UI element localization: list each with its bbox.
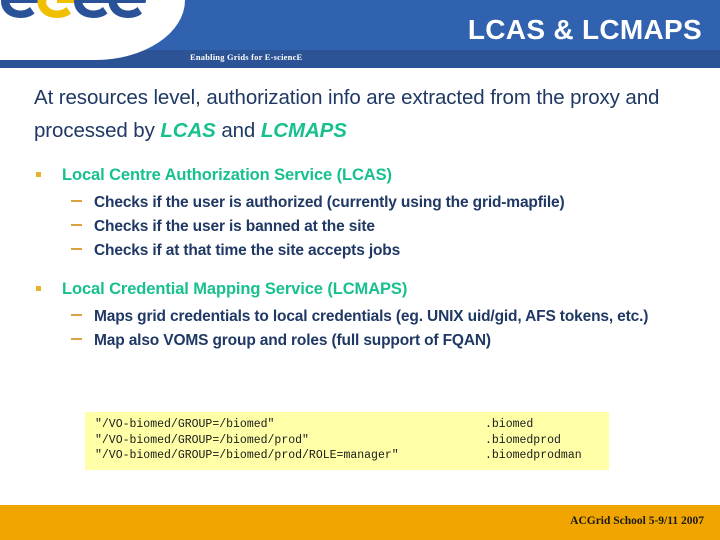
dash-icon — [71, 338, 82, 340]
lead-text-part1: At resources level, authorization info are extracted from the proxy and processed by — [34, 86, 660, 142]
code-row — [85, 417, 609, 433]
lead-text-part2: and — [215, 119, 261, 142]
dash-icon — [71, 224, 82, 226]
bullet-heading-lcas — [0, 164, 720, 188]
sub-bullet-item — [0, 239, 720, 262]
code-row — [85, 448, 609, 464]
sub-bullet-label: Map also VOMS group and roles (full support of FQAN) — [94, 332, 491, 349]
dash-icon — [71, 200, 82, 202]
bullet-heading-lcmaps — [0, 278, 720, 302]
dash-icon — [71, 314, 82, 316]
slide-header — [0, 0, 720, 68]
code-mapping: .biomed — [485, 418, 534, 431]
sub-bullet-label: Checks if at that time the site accepts jobs — [94, 242, 401, 259]
bullet-heading-label: Local Credential Mapping Service (LCMAPS) — [62, 280, 408, 298]
lead-emphasis-lcas: LCAS — [160, 119, 216, 142]
fqan-mapping-code-block — [85, 412, 609, 470]
sub-bullet-item — [0, 191, 720, 214]
lead-paragraph — [34, 81, 698, 147]
bullet-square-icon — [36, 172, 41, 177]
footer-event-label: ACGrid School 5-9/11 2007 — [570, 515, 704, 527]
lead-emphasis-lcmaps: LCMAPS — [260, 119, 347, 142]
section-spacer — [0, 263, 720, 278]
egee-tagline: Enabling Grids for E-sciencE — [190, 52, 303, 62]
sub-bullet-label: Checks if the user is banned at the site — [94, 218, 375, 235]
sub-bullet-item — [0, 215, 720, 238]
code-fqan: "/VO-biomed/GROUP=/biomed/prod/ROLE=manager" — [95, 449, 399, 462]
code-row — [85, 433, 609, 449]
slide-footer — [0, 505, 720, 540]
code-fqan: "/VO-biomed/GROUP=/biomed/prod" — [95, 433, 309, 447]
sub-bullet-item — [0, 329, 720, 352]
bullet-heading-label: Local Centre Authorization Service (LCAS) — [62, 166, 392, 184]
code-mapping: .biomedprod — [485, 433, 561, 447]
dash-icon — [71, 248, 82, 250]
sub-bullet-label: Maps grid credentials to local credentials (eg. UNIX uid/gid, AFS tokens, etc.) — [94, 308, 649, 325]
code-fqan: "/VO-biomed/GROUP=/biomed" — [95, 418, 275, 431]
egee-logo-icon — [0, 0, 148, 22]
code-mapping: .biomedprodman — [485, 449, 582, 462]
sub-bullet-item — [0, 305, 720, 328]
slide-content — [0, 68, 720, 505]
bullet-square-icon — [36, 286, 41, 291]
bullet-list — [0, 164, 720, 353]
sub-bullet-label: Checks if the user is authorized (currently using the grid-mapfile) — [94, 194, 565, 211]
page-title: LCAS & LCMAPS — [467, 14, 702, 45]
